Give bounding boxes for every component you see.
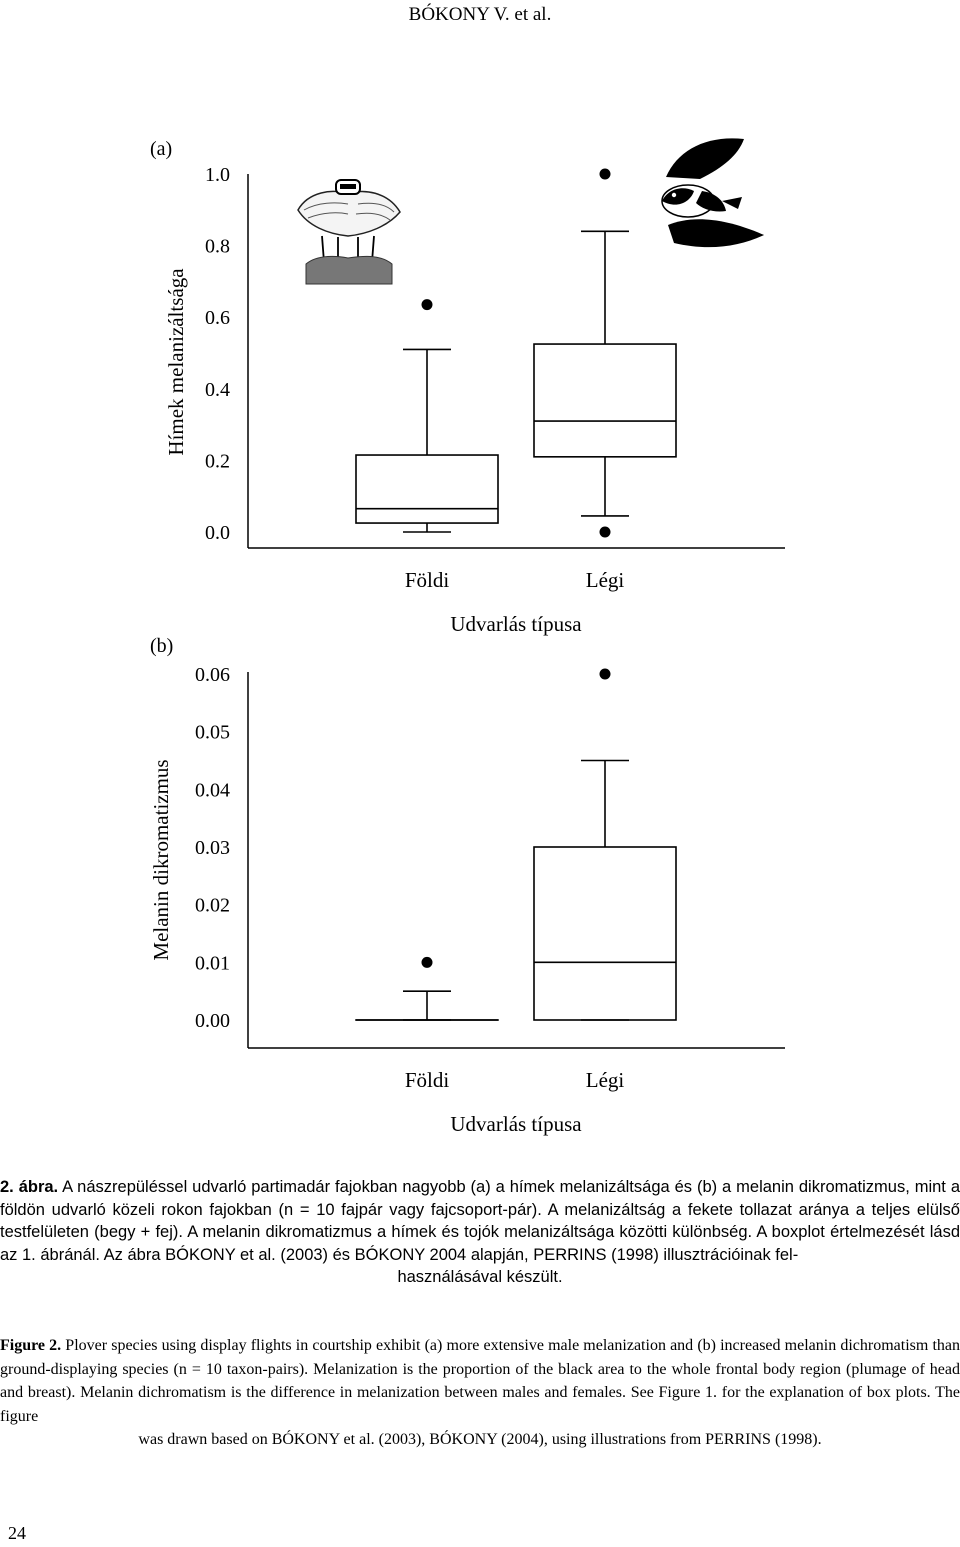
caption-hungarian [0, 1176, 960, 1289]
panel-a-ytick-label: 0.4 [205, 378, 230, 401]
panel-b-ytick-label: 0.05 [195, 721, 230, 744]
panel-b-legi-outlier [600, 669, 611, 680]
caption-english [0, 1334, 960, 1452]
panel-b-xtick-legi: Légi [585, 1068, 625, 1092]
panel-b-foldi-outlier [422, 957, 433, 968]
panel-a-ytick-label: 1.0 [205, 164, 230, 186]
panel-a-ytick-label: 0.6 [205, 307, 230, 330]
panel-a-ytick-label: 0.0 [205, 522, 230, 544]
caption-hu-text: A nászrepüléssel udvarló partimadár fajokban nagyobb (a) a hímek melanizáltsága és (b) a melanin dikromatizmus, mint a földön udvarló közeli rokon fajokban (n = 10 fajpár vagy fajcsoport-pár). A melanizáltság a fekete tollazat aránya a teljes elülső testfelületen (begy + fej). A melanin dikromatizmus a hímek és tojók melanizáltsága közötti különbség. A boxplot értelmezését lásd az 1. ábránál. Az ábra BÓKONY et al. (2003) és BÓKONY 2004 alapján, PERRINS (1998) illusztrációinak fel- [0, 1178, 960, 1264]
panel-b-label: (b) [150, 635, 174, 657]
page-number: 24 [8, 1523, 26, 1543]
panel-a-foldi-box [356, 455, 498, 523]
caption-hu-label: 2. ábra. [0, 1178, 59, 1196]
panel-b-ytick-label: 0.00 [195, 1010, 230, 1032]
panel-b-ytick-label: 0.04 [195, 779, 230, 802]
panel-a-legi-outlier [600, 169, 611, 180]
panel-a-foldi-outlier [422, 299, 433, 310]
panel-b [149, 635, 785, 1136]
panel-b-xlabel: Udvarlás típusa [450, 1112, 582, 1136]
panel-b-ylabel: Melanin dikromatizmus [149, 759, 173, 961]
panel-b-xtick-foldi: Földi [404, 1068, 450, 1092]
panel-b-ytick-label: 0.03 [195, 837, 230, 859]
panel-b-ytick-label: 0.06 [195, 664, 230, 686]
panel-a-xtick-legi: Légi [585, 568, 625, 592]
panel-a-ytick-label: 0.2 [205, 450, 230, 473]
plover-icon [298, 180, 400, 284]
panel-a-legi-outlier [600, 527, 611, 538]
caption-en-text: Plover species using display flights in courtship exhibit (a) more extensive male melanization and (b) increased melanin dichromatism than ground-displaying species (n = 10 taxon-pairs). Melanization is the proportion of the black area to the whole frontal body region (plumage of head and breast). Melanin dichromatism is the difference in melanization between males and females. See Figure 1. for the explanation of box plots. The figure [0, 1337, 960, 1425]
panel-b-ytick-label: 0.01 [195, 952, 230, 975]
caption-en-last-line: was drawn based on BÓKONY et al. (2003), BÓKONY (2004), using illustrations from PERRINS (1998). [138, 1431, 822, 1448]
running-head-suffix: V. et al. [489, 4, 552, 25]
panel-a-ylabel: Hímek melanizáltsága [164, 268, 188, 456]
panel-a-label: (a) [150, 138, 173, 160]
panel-a-ytick-label: 0.8 [205, 235, 230, 258]
panel-b-ytick-label: 0.02 [195, 894, 230, 917]
panel-a [150, 138, 785, 636]
caption-en-label: Figure 2. [0, 1337, 62, 1354]
caption-hu-last-line: használásával készült. [397, 1268, 563, 1286]
panel-a-xtick-foldi: Földi [404, 568, 450, 592]
lapwing-icon [662, 138, 764, 247]
panel-a-xlabel: Udvarlás típusa [450, 612, 582, 636]
panel-b-legi-box [534, 847, 676, 1020]
running-head-author: BÓKONY [408, 4, 490, 25]
panel-a-legi-box [534, 344, 676, 457]
